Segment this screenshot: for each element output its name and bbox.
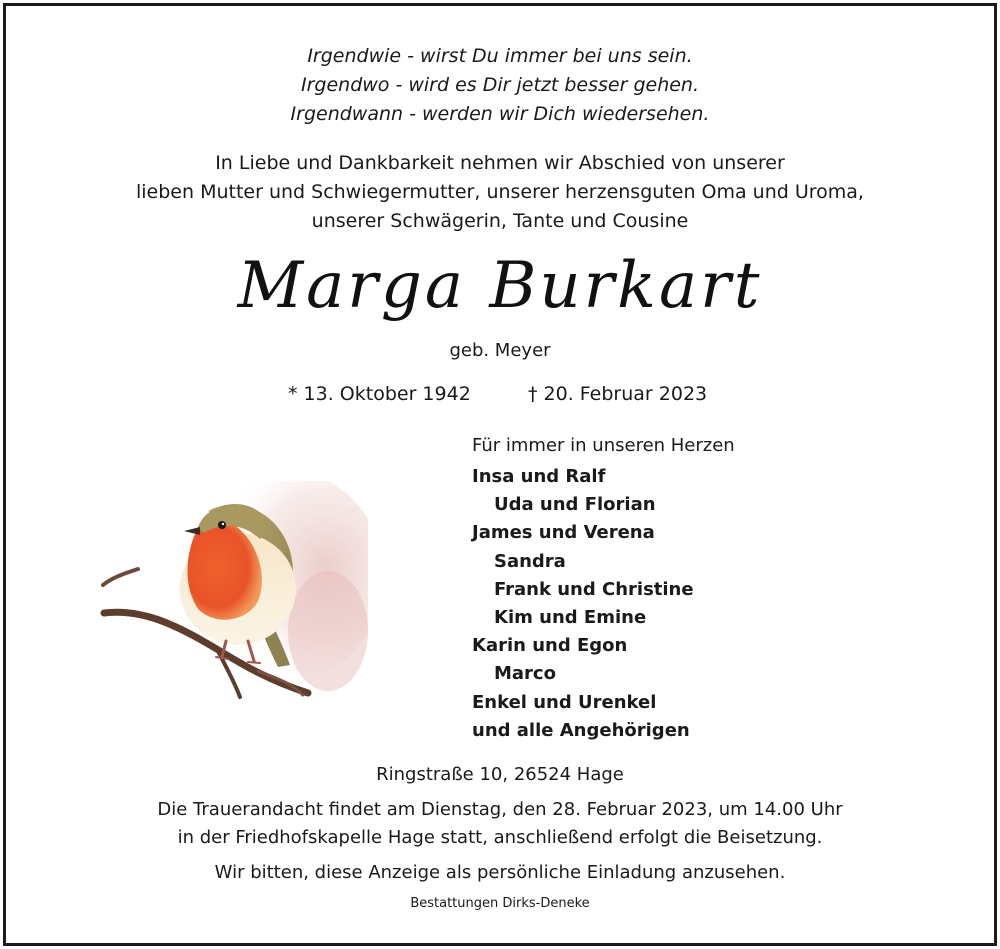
death-date: † 20. Februar 2023	[528, 383, 708, 405]
poem-line: Irgendwie - wirst Du immer bei uns sein.	[307, 45, 693, 67]
address: Ringstraße 10, 26524 Hage	[376, 764, 624, 785]
maiden-name: geb. Meyer	[449, 340, 551, 361]
service-info	[6, 796, 994, 852]
deceased-name: Marga Burkart	[237, 249, 763, 323]
family-member: Frank und Christine	[494, 578, 694, 600]
family-member: Marco	[494, 663, 556, 685]
family-member: Sandra	[494, 550, 566, 572]
family-list	[472, 431, 735, 745]
birth-date: * 13. Oktober 1942	[288, 383, 471, 405]
intro-line: lieben Mutter und Schwiegermutter, unserer herzensguten Oma und Uroma,	[136, 181, 864, 203]
family-heading: Für immer in unseren Herzen	[472, 435, 735, 456]
robin-bird-illustration	[98, 481, 368, 701]
undertaker-name: Bestattungen Dirks-Deneke	[410, 896, 590, 911]
family-member: Karin und Egon	[472, 635, 628, 657]
intro-text	[6, 149, 994, 236]
family-member: Kim und Emine	[494, 607, 647, 629]
poem-line: Irgendwo - wird es Dir jetzt besser gehen.	[300, 74, 700, 96]
family-member: James und Verena	[472, 522, 655, 544]
intro-line: In Liebe und Dankbarkeit nehmen wir Abschied von unserer	[215, 152, 785, 174]
poem	[6, 42, 994, 129]
service-line: in der Friedhofskapelle Hage statt, anschließend erfolgt die Beisetzung.	[177, 827, 823, 848]
family-member: Enkel und Urenkel	[472, 691, 657, 713]
invitation-note: Wir bitten, diese Anzeige als persönliche Einladung anzusehen.	[214, 862, 786, 883]
intro-line: unserer Schwägerin, Tante und Cousine	[311, 210, 689, 232]
poem-line: Irgendwann - werden wir Dich wiedersehen.	[290, 103, 710, 125]
service-line: Die Trauerandacht findet am Dienstag, den 28. Februar 2023, um 14.00 Uhr	[157, 799, 843, 820]
family-member: und alle Angehörigen	[472, 719, 690, 741]
family-member: Uda und Florian	[494, 494, 656, 516]
family-member: Insa und Ralf	[472, 466, 606, 487]
obituary-notice	[3, 3, 997, 946]
